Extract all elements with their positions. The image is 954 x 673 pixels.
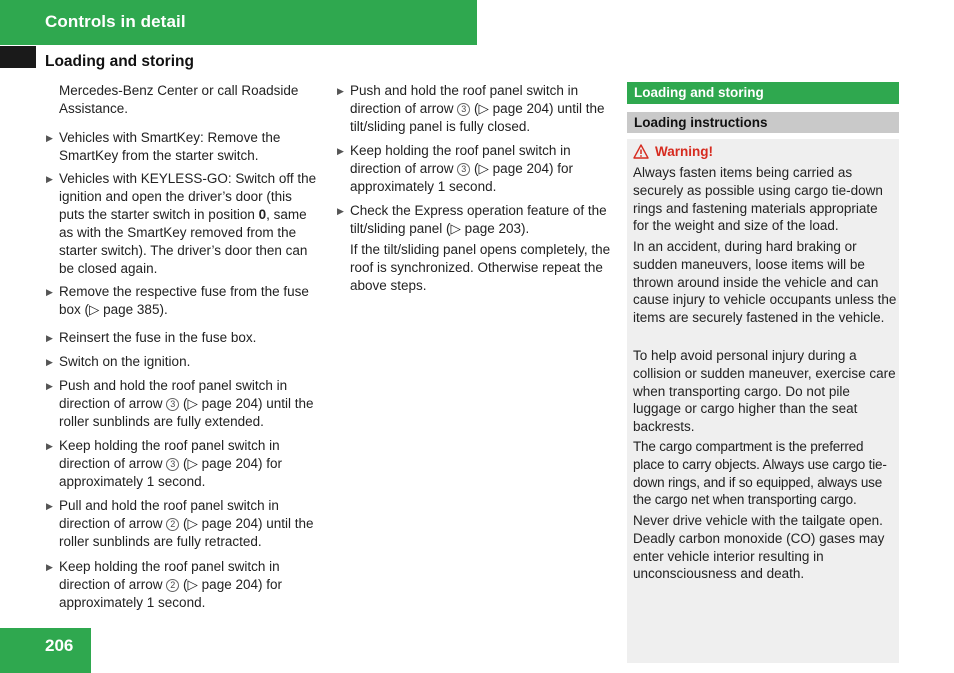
section-heading-bar: Loading and storing xyxy=(627,82,899,104)
warning-paragraph: To help avoid personal injury during a collision or sudden maneuver, exercise care when transporting cargo. Do not pile luggage or cargo higher than the seat backrests. xyxy=(633,348,896,435)
arrow-number-circle: 3 xyxy=(166,458,179,471)
list-item: ▶ Switch on the ignition. xyxy=(46,354,191,369)
warning-triangle-icon xyxy=(633,144,649,159)
warning-paragraph: The cargo compartment is the preferred place to carry objects. Always use cargo tie-down rings, and if so equipped, always use the cargo net when transporting cargo. xyxy=(633,439,887,508)
arrow-number-circle: 3 xyxy=(457,103,470,116)
arrow-number-circle: 2 xyxy=(166,518,179,531)
list-item: ▶ Push and hold the roof panel switch in direction of arrow 3 (▷ page 204) until the tilt/sliding panel is fully closed. xyxy=(337,83,605,134)
chapter-title: Controls in detail xyxy=(45,12,186,31)
page-number-box xyxy=(0,628,91,673)
list-item: ▶ Push and hold the roof panel switch in direction of arrow 3 (▷ page 204) until the roller sunblinds are fully extended. xyxy=(46,378,314,429)
header-bar xyxy=(0,0,477,45)
intro-paragraph: Mercedes-Benz Center or call Roadside Assistance. xyxy=(59,83,299,116)
list-item: ▶ Remove the respective fuse from the fuse box (▷ page 385). xyxy=(46,284,309,317)
warning-paragraph: In an accident, during hard braking or sudden maneuvers, loose items will be thrown around inside the vehicle and can cause injury to vehicle occupants unless the items are securely fastened in the vehicle. xyxy=(633,239,897,326)
section-tab-marker xyxy=(0,46,36,68)
bullet-arrow-icon: ▶ xyxy=(46,174,53,184)
arrow-number-circle: 3 xyxy=(457,163,470,176)
bullet-arrow-icon: ▶ xyxy=(46,562,53,572)
arrow-number-circle: 3 xyxy=(166,398,179,411)
bullet-arrow-icon: ▶ xyxy=(46,501,53,511)
warning-paragraph: Always fasten items being carried as securely as possible using cargo tie-down rings and fastening materials appropriate for the weight and size of the load. xyxy=(633,165,883,234)
warning-box xyxy=(627,139,899,663)
bullet-arrow-icon: ▶ xyxy=(46,357,53,367)
subsection-heading-bar: Loading instructions xyxy=(627,112,899,133)
list-item: ▶ Vehicles with KEYLESS-GO: Switch off the ignition and open the driver’s door (this puts the starter switch in position 0, same as with the SmartKey removed from the starter switch). The driver’s door then can be closed again. xyxy=(46,171,317,276)
list-item: ▶ Keep holding the roof panel switch in direction of arrow 3 (▷ page 204) for approximately 1 second. xyxy=(46,438,282,489)
list-item: ▶ Vehicles with SmartKey: Remove the SmartKey from the starter switch. xyxy=(46,130,281,163)
bullet-arrow-icon: ▶ xyxy=(46,441,53,451)
page-number: 206 xyxy=(45,636,74,655)
bullet-arrow-icon: ▶ xyxy=(337,146,344,156)
warning-paragraph: Never drive vehicle with the tailgate open. Deadly carbon monoxide (CO) gases may enter vehicle interior resulting in unconsciousness and death. xyxy=(633,513,885,582)
list-item: ▶ Keep holding the roof panel switch in direction of arrow 2 (▷ page 204) for approximately 1 second. xyxy=(46,559,282,610)
warning-title: Warning! xyxy=(633,143,713,161)
bullet-arrow-icon: ▶ xyxy=(46,381,53,391)
bullet-arrow-icon: ▶ xyxy=(337,206,344,216)
list-item: ▶ Keep holding the roof panel switch in direction of arrow 3 (▷ page 204) for approximately 1 second. xyxy=(337,143,573,194)
bullet-arrow-icon: ▶ xyxy=(46,333,53,343)
list-item: ▶ Check the Express operation feature of the tilt/sliding panel (▷ page 203). xyxy=(337,203,607,236)
bullet-arrow-icon: ▶ xyxy=(337,86,344,96)
note-paragraph: If the tilt/sliding panel opens completely, the roof is synchronized. Otherwise repeat the above steps. xyxy=(350,242,611,293)
section-title: Loading and storing xyxy=(45,53,194,70)
list-item: ▶ Reinsert the fuse in the fuse box. xyxy=(46,330,257,345)
list-item: ▶ Pull and hold the roof panel switch in direction of arrow 2 (▷ page 204) until the roller sunblinds are fully retracted. xyxy=(46,498,314,549)
bullet-arrow-icon: ▶ xyxy=(46,287,53,297)
arrow-number-circle: 2 xyxy=(166,579,179,592)
bullet-arrow-icon: ▶ xyxy=(46,133,53,143)
